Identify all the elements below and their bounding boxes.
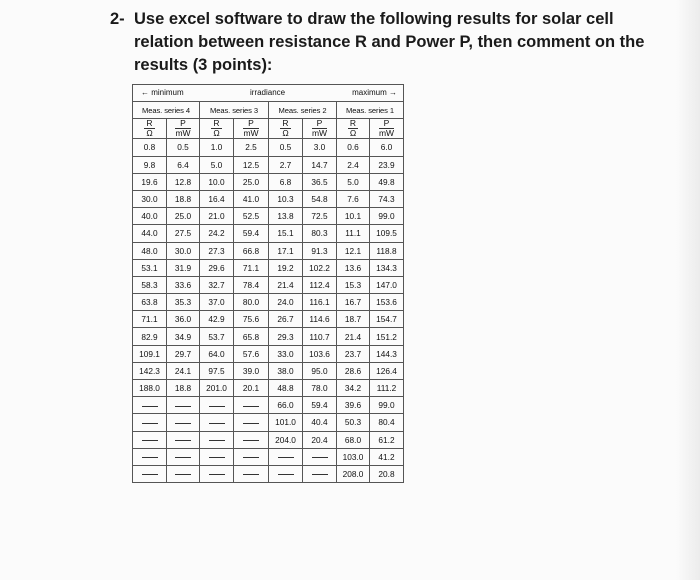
- table-cell: 20.1: [234, 380, 269, 397]
- table-cell: 41.0: [234, 190, 269, 207]
- table-cell: 66.8: [234, 242, 269, 259]
- power-unit-fraction: [243, 119, 258, 138]
- resistance-header: [269, 119, 303, 139]
- unit-symbol: R: [146, 118, 153, 129]
- table-cell: 6.8: [269, 173, 303, 190]
- table-cell: 147.0: [370, 276, 404, 293]
- table-cell: 16.7: [337, 294, 370, 311]
- dash-mark: [209, 406, 225, 407]
- table-cell: 142.3: [133, 362, 167, 379]
- table-cell: [167, 465, 200, 482]
- table-row: [133, 311, 404, 328]
- dash-mark: [175, 406, 191, 407]
- table-row: [133, 173, 404, 190]
- table-cell: 34.9: [167, 328, 200, 345]
- table-cell: 101.0: [269, 414, 303, 431]
- table-row: [133, 465, 404, 482]
- table-cell: [303, 448, 337, 465]
- dash-mark: [312, 474, 328, 475]
- table-cell: 97.5: [200, 362, 234, 379]
- table-cell: 19.2: [269, 259, 303, 276]
- dash-mark: [175, 440, 191, 441]
- table-cell: 21.0: [200, 208, 234, 225]
- table-cell: 80.3: [303, 225, 337, 242]
- table-cell: 204.0: [269, 431, 303, 448]
- unit-header-row: [133, 119, 404, 139]
- unit-name: Ω: [213, 128, 220, 139]
- dash-mark: [243, 457, 259, 458]
- table-cell: 114.6: [303, 311, 337, 328]
- table-row: [133, 362, 404, 379]
- table-cell: 48.0: [133, 242, 167, 259]
- table-cell: 24.0: [269, 294, 303, 311]
- table-cell: 80.4: [370, 414, 404, 431]
- power-unit-fraction: [379, 119, 394, 138]
- unit-symbol: P: [379, 119, 394, 129]
- table-cell: 58.3: [133, 276, 167, 293]
- results-table: [132, 84, 404, 483]
- table-cell: 134.3: [370, 259, 404, 276]
- table-cell: 151.2: [370, 328, 404, 345]
- table-row: [133, 242, 404, 259]
- table-cell: [269, 465, 303, 482]
- unit-symbol: P: [175, 119, 190, 129]
- dash-mark: [243, 474, 259, 475]
- table-row: [133, 259, 404, 276]
- table-cell: 109.5: [370, 225, 404, 242]
- table-cell: 112.4: [303, 276, 337, 293]
- resistance-unit-fraction: [348, 119, 358, 138]
- irradiance-range-row: [133, 85, 404, 102]
- table-cell: 38.0: [269, 362, 303, 379]
- dash-mark: [243, 406, 259, 407]
- table-cell: 20.8: [370, 465, 404, 482]
- table-cell: [200, 414, 234, 431]
- power-unit-fraction: [312, 119, 327, 138]
- table-cell: 41.2: [370, 448, 404, 465]
- table-cell: 99.0: [370, 397, 404, 414]
- series-header-row: [133, 102, 404, 119]
- table-cell: 59.4: [303, 397, 337, 414]
- dash-mark: [209, 440, 225, 441]
- table-cell: [133, 465, 167, 482]
- table-cell: 6.4: [167, 156, 200, 173]
- table-cell: 49.8: [370, 173, 404, 190]
- table-cell: 27.3: [200, 242, 234, 259]
- table-cell: [234, 465, 269, 482]
- table-cell: 61.2: [370, 431, 404, 448]
- table-cell: 102.2: [303, 259, 337, 276]
- unit-symbol: R: [349, 118, 357, 129]
- table-cell: 109.1: [133, 345, 167, 362]
- table-cell: [234, 397, 269, 414]
- table-cell: [133, 414, 167, 431]
- results-table-wrapper: [132, 84, 403, 483]
- table-cell: 208.0: [337, 465, 370, 482]
- table-cell: 15.3: [337, 276, 370, 293]
- table-cell: 126.4: [370, 362, 404, 379]
- table-cell: 10.1: [337, 208, 370, 225]
- table-cell: 13.6: [337, 259, 370, 276]
- table-cell: 23.9: [370, 156, 404, 173]
- table-cell: 18.7: [337, 311, 370, 328]
- table-cell: 116.1: [303, 294, 337, 311]
- table-cell: [234, 414, 269, 431]
- table-cell: 25.0: [234, 173, 269, 190]
- table-cell: 6.0: [370, 139, 404, 156]
- resistance-header: [337, 119, 370, 139]
- table-cell: 20.4: [303, 431, 337, 448]
- table-cell: 53.7: [200, 328, 234, 345]
- table-cell: 12.1: [337, 242, 370, 259]
- table-cell: 48.8: [269, 380, 303, 397]
- table-cell: 80.0: [234, 294, 269, 311]
- series-header-1: Meas. series 1: [337, 102, 404, 119]
- table-cell: 0.5: [269, 139, 303, 156]
- table-cell: [133, 448, 167, 465]
- table-cell: [269, 448, 303, 465]
- table-cell: 40.0: [133, 208, 167, 225]
- table-cell: 11.1: [337, 225, 370, 242]
- series-header-2: Meas. series 2: [269, 102, 337, 119]
- dash-mark: [175, 474, 191, 475]
- unit-symbol: P: [312, 119, 327, 129]
- table-cell: 24.2: [200, 225, 234, 242]
- resistance-header: [133, 119, 167, 139]
- table-cell: 29.7: [167, 345, 200, 362]
- irradiance-range-cell: [133, 85, 404, 102]
- table-cell: 39.6: [337, 397, 370, 414]
- unit-name: Ω: [282, 128, 289, 139]
- table-cell: 78.0: [303, 380, 337, 397]
- question-text: Use excel software to draw the following results for solar cell relation between resistance R and Power P, then comment on the results (3 points):: [134, 10, 645, 74]
- unit-symbol: R: [282, 118, 289, 129]
- table-cell: 10.3: [269, 190, 303, 207]
- table-row: [133, 190, 404, 207]
- table-cell: [167, 414, 200, 431]
- table-cell: [234, 431, 269, 448]
- table-cell: 12.8: [167, 173, 200, 190]
- table-row: [133, 208, 404, 225]
- table-cell: 14.7: [303, 156, 337, 173]
- table-cell: 9.8: [133, 156, 167, 173]
- table-cell: 5.0: [337, 173, 370, 190]
- series-header-3: Meas. series 3: [200, 102, 269, 119]
- power-header: [234, 119, 269, 139]
- table-cell: 18.8: [167, 190, 200, 207]
- dash-mark: [175, 423, 191, 424]
- table-row: [133, 431, 404, 448]
- unit-symbol: P: [243, 119, 258, 129]
- unit-name: Ω: [349, 128, 357, 139]
- table-cell: 72.5: [303, 208, 337, 225]
- table-cell: 13.8: [269, 208, 303, 225]
- dash-mark: [209, 474, 225, 475]
- table-cell: 91.3: [303, 242, 337, 259]
- table-cell: 2.4: [337, 156, 370, 173]
- power-header: [370, 119, 404, 139]
- table-cell: 50.3: [337, 414, 370, 431]
- dash-mark: [209, 423, 225, 424]
- table-cell: 65.8: [234, 328, 269, 345]
- table-cell: 36.5: [303, 173, 337, 190]
- unit-name: mW: [243, 128, 259, 139]
- unit-name: Ω: [146, 128, 153, 139]
- question-number: 2-: [110, 10, 125, 28]
- table-cell: 36.0: [167, 311, 200, 328]
- unit-name: mW: [378, 128, 395, 139]
- table-cell: 26.7: [269, 311, 303, 328]
- table-cell: 44.0: [133, 225, 167, 242]
- table-cell: 95.0: [303, 362, 337, 379]
- table-cell: 75.6: [234, 311, 269, 328]
- table-cell: 19.6: [133, 173, 167, 190]
- table-cell: [303, 465, 337, 482]
- table-cell: [167, 397, 200, 414]
- table-cell: 33.0: [269, 345, 303, 362]
- power-unit-fraction: [175, 119, 190, 138]
- table-cell: 7.6: [337, 190, 370, 207]
- table-cell: 59.4: [234, 225, 269, 242]
- table-cell: 3.0: [303, 139, 337, 156]
- table-cell: 2.5: [234, 139, 269, 156]
- table-cell: 15.1: [269, 225, 303, 242]
- table-cell: 42.9: [200, 311, 234, 328]
- table-cell: 21.4: [269, 276, 303, 293]
- table-cell: 25.0: [167, 208, 200, 225]
- dash-mark: [243, 423, 259, 424]
- table-row: [133, 225, 404, 242]
- table-cell: [234, 448, 269, 465]
- dash-mark: [142, 474, 158, 475]
- table-cell: 40.4: [303, 414, 337, 431]
- table-cell: 5.0: [200, 156, 234, 173]
- table-cell: 33.6: [167, 276, 200, 293]
- table-cell: 103.6: [303, 345, 337, 362]
- dash-mark: [209, 457, 225, 458]
- table-cell: 39.0: [234, 362, 269, 379]
- table-cell: 16.4: [200, 190, 234, 207]
- table-row: [133, 156, 404, 173]
- dash-mark: [278, 457, 294, 458]
- unit-symbol: R: [213, 118, 220, 129]
- table-row: [133, 380, 404, 397]
- table-cell: 118.8: [370, 242, 404, 259]
- irradiance-label: irradiance: [250, 88, 286, 97]
- table-cell: [200, 465, 234, 482]
- minimum-label: ← minimum: [141, 88, 184, 97]
- table-row: [133, 448, 404, 465]
- series-header-4: Meas. series 4: [133, 102, 200, 119]
- table-cell: 10.0: [200, 173, 234, 190]
- table-cell: 24.1: [167, 362, 200, 379]
- dash-mark: [142, 457, 158, 458]
- table-cell: 74.3: [370, 190, 404, 207]
- table-cell: 17.1: [269, 242, 303, 259]
- table-row: [133, 345, 404, 362]
- table-cell: 66.0: [269, 397, 303, 414]
- table-cell: [200, 448, 234, 465]
- table-cell: 52.5: [234, 208, 269, 225]
- table-cell: 23.7: [337, 345, 370, 362]
- table-cell: 68.0: [337, 431, 370, 448]
- dash-mark: [142, 423, 158, 424]
- table-cell: [200, 431, 234, 448]
- power-header: [303, 119, 337, 139]
- table-cell: [200, 397, 234, 414]
- table-cell: 188.0: [133, 380, 167, 397]
- table-cell: 111.2: [370, 380, 404, 397]
- table-cell: 29.3: [269, 328, 303, 345]
- resistance-unit-fraction: [144, 119, 154, 138]
- dash-mark: [142, 440, 158, 441]
- dash-mark: [142, 406, 158, 407]
- table-cell: 154.7: [370, 311, 404, 328]
- table-row: [133, 328, 404, 345]
- table-cell: 21.4: [337, 328, 370, 345]
- power-header: [167, 119, 200, 139]
- table-cell: 144.3: [370, 345, 404, 362]
- resistance-unit-fraction: [280, 119, 290, 138]
- maximum-label: maximum →: [352, 88, 397, 97]
- table-cell: 30.0: [167, 242, 200, 259]
- table-cell: 1.0: [200, 139, 234, 156]
- table-cell: 0.8: [133, 139, 167, 156]
- table-cell: 78.4: [234, 276, 269, 293]
- table-cell: [133, 397, 167, 414]
- table-cell: 30.0: [133, 190, 167, 207]
- table-cell: 71.1: [133, 311, 167, 328]
- dash-mark: [312, 457, 328, 458]
- table-row: [133, 414, 404, 431]
- table-cell: 31.9: [167, 259, 200, 276]
- table-cell: 28.6: [337, 362, 370, 379]
- table-cell: 99.0: [370, 208, 404, 225]
- table-cell: 82.9: [133, 328, 167, 345]
- resistance-unit-fraction: [211, 119, 221, 138]
- table-row: [133, 139, 404, 156]
- table-cell: 37.0: [200, 294, 234, 311]
- table-cell: 110.7: [303, 328, 337, 345]
- table-cell: 32.7: [200, 276, 234, 293]
- table-cell: 0.5: [167, 139, 200, 156]
- table-cell: 0.6: [337, 139, 370, 156]
- resistance-header: [200, 119, 234, 139]
- table-cell: [133, 431, 167, 448]
- table-cell: 18.8: [167, 380, 200, 397]
- table-cell: 71.1: [234, 259, 269, 276]
- table-cell: 12.5: [234, 156, 269, 173]
- table-cell: 29.6: [200, 259, 234, 276]
- unit-name: mW: [311, 128, 328, 139]
- table-cell: 54.8: [303, 190, 337, 207]
- table-cell: 64.0: [200, 345, 234, 362]
- table-row: [133, 294, 404, 311]
- table-row: [133, 276, 404, 293]
- unit-name: mW: [175, 128, 191, 139]
- table-cell: 35.3: [167, 294, 200, 311]
- table-cell: 57.6: [234, 345, 269, 362]
- dash-mark: [175, 457, 191, 458]
- table-cell: 201.0: [200, 380, 234, 397]
- table-cell: [167, 431, 200, 448]
- table-cell: 103.0: [337, 448, 370, 465]
- table-cell: 34.2: [337, 380, 370, 397]
- table-cell: [167, 448, 200, 465]
- table-cell: 153.6: [370, 294, 404, 311]
- table-cell: 27.5: [167, 225, 200, 242]
- table-cell: 2.7: [269, 156, 303, 173]
- table-row: [133, 397, 404, 414]
- table-cell: 63.8: [133, 294, 167, 311]
- dash-mark: [243, 440, 259, 441]
- dash-mark: [278, 474, 294, 475]
- table-cell: 53.1: [133, 259, 167, 276]
